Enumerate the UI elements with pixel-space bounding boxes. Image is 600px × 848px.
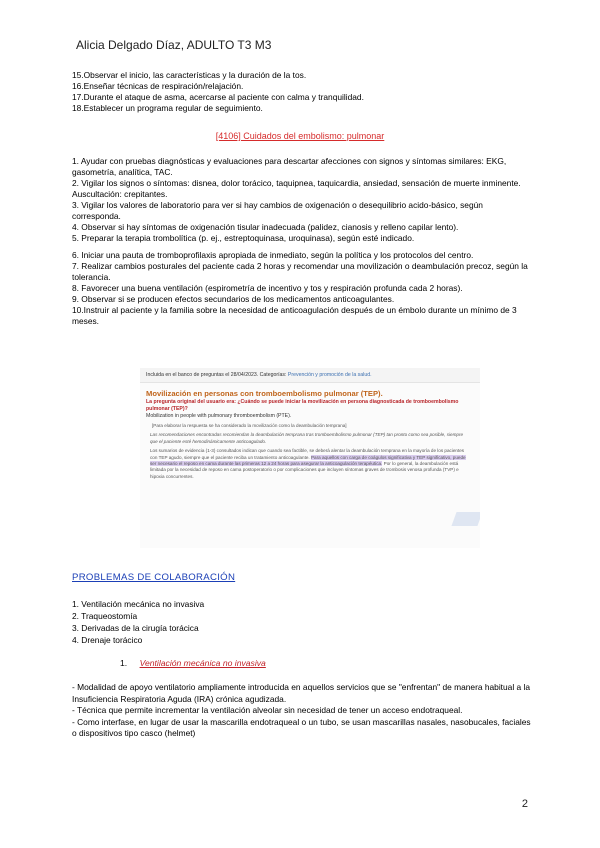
list-item: 18.Establecer un programa regular de seguimiento. xyxy=(72,103,263,113)
list-item: 8. Favorecer una buena ventilación (espirometría de incentivo y tos y respiración profunda cada 2 horas). xyxy=(72,283,463,293)
page-header: Alicia Delgado Díaz, ADULTO T3 M3 xyxy=(76,38,272,52)
list-item: - Técnica que permite incrementar la ventilación alveolar sin necesidad de tener un acceso endotraqueal. xyxy=(72,705,463,715)
list-item: 3. Derivadas de la cirugía torácica xyxy=(72,623,199,633)
embed-header-text: Incluida en el banco de preguntas el 28/04/2023. Categorías: xyxy=(146,372,287,378)
list-item: 1. Ayudar con pruebas diagnósticas y evaluaciones para descartar afecciones con signos y síntomas similares: EKG, gasometría, analítica, TAC. xyxy=(72,156,507,177)
embed-question: La pregunta original del usuario era: ¿Cuándo se puede iniciar la movilización en persona diagnosticada de tromboembolismo pulmonar (TEP)? xyxy=(146,399,459,412)
list-item: 4. Drenaje torácico xyxy=(72,635,143,645)
embed-evidence-start: Los sumarios de evidencia (1-3) consultados indican que cuando sea factible, se deberá alentar la deambulación temprana en la mayoría de los pacientes con TEP agudo, siempre que el paciente reciba un tratamiento anticoagulante. xyxy=(150,448,465,460)
intro-list xyxy=(72,70,532,114)
list-item: 10.Instruir al paciente y la familia sobre la necesidad de anticoagulación después de un émbolo durante un mínimo de 3 meses. xyxy=(72,305,517,326)
list-item: 2. Vigilar los signos o síntomas: disnea, dolor torácico, taquipnea, taquicardia, ansiedad, sensación de muerte inminente. Auscultación: crepitantes. xyxy=(72,178,521,199)
list-item: 3. Vigilar los valores de laboratorio para ver si hay cambios de oxigenación o desequilibrio acido-básico, según corresponda. xyxy=(72,200,483,221)
list-item: 4. Observar si hay síntomas de oxigenación tisular inadecuada (palidez, cianosis y relleno capilar lento). xyxy=(72,222,459,232)
list-item: 6. Iniciar una pauta de tromboprofilaxis apropiada de inmediato, según la política y los protocolos del centro. xyxy=(72,250,474,260)
subsection-number: 1. xyxy=(120,658,128,668)
list-item: 15.Observar el inicio, las características y la duración de la tos. xyxy=(72,70,307,80)
list-item: 5. Preparar la terapia trombolítica (p. ej., estreptoquinasa, uroquinasa), según esté indicado. xyxy=(72,233,415,243)
subsection-heading xyxy=(120,658,266,668)
list-item: - Como interfase, en lugar de usar la mascarilla endotraqueal o un tubo, se usan mascarillas nasales, nasobucales, faciales o dispositivos tipo casco (helmet) xyxy=(72,716,531,738)
embed-evidence-highlight: Para aquellos con carga de coágulos significativa y TEP significativo, puede ser necesario el reposo en cama durante las primeras 12 a 24 horas para asegurar la anticoagulación terapéutica. xyxy=(150,454,466,467)
list-item: 16.Enseñar técnicas de respiración/relajación. xyxy=(72,81,244,91)
collab-list xyxy=(72,598,204,646)
embed-evidence-end: Por lo general, la deambulación está limitada por la necesidad de reposo en cama postoperatorio o por complicaciones que incluyen síntomas graves de trombosis venosa profunda (TVP) e hipoxia concurrentes. xyxy=(150,461,459,479)
collab-title[interactable]: PROBLEMAS DE COLABORACIÓN xyxy=(72,572,236,583)
list-item: 1. Ventilación mecánica no invasiva xyxy=(72,599,205,609)
list-item: 9. Observar si se producen efectos secundarios de los medicamentos anticoagulantes. xyxy=(72,294,395,304)
embed-question-en: Mobilization in people with pulmonary thromboembolism (PTE). xyxy=(146,413,292,419)
embed-header xyxy=(140,368,480,383)
section-title-link[interactable]: [4106] Cuidados del embolismo: pulmonar xyxy=(215,131,385,141)
list-item: - Modalidad de apoyo ventilatorio ampliamente introducida en aquellos servicios que se "enfrentan" de manera habitual a la Insuficiencia Respiratoria Aguda (IRA) crónica agudizada. xyxy=(72,682,531,704)
embed-decoration xyxy=(451,512,480,526)
embed-note: [Para elaborar la respuesta se ha considerado la movilización como la deambulación temprana] xyxy=(152,423,347,428)
embed-title: Movilización en personas con tromboembolismo pulmonar (TEP). xyxy=(146,389,383,398)
page-number: 2 xyxy=(521,798,528,810)
embolism-list xyxy=(72,156,532,327)
embed-recommendation: Las recomendaciones encontradas recomiendan la deambulación temprana tras tromboembolismo pulmonar (TEP) tan pronto como sea posible, siempre que el paciente esté hemodinámicamente anticoagulado. xyxy=(150,432,464,444)
list-item: 17.Durante el ataque de asma, acercarse al paciente con calma y tranquilidad. xyxy=(72,92,364,102)
embed-category-tag: Prevención y promoción de la salud. xyxy=(287,372,372,378)
embed-evidence xyxy=(150,448,470,480)
list-item: 7. Realizar cambios posturales del paciente cada 2 horas y recomendar una movilización o deambulación precoz, según la tolerancia. xyxy=(72,261,528,282)
list-item: 2. Traqueostomía xyxy=(72,611,138,621)
details-list xyxy=(72,682,532,740)
embedded-screenshot xyxy=(140,368,480,548)
section-title xyxy=(0,131,600,141)
subsection-title-link[interactable]: Ventilación mecánica no invasiva xyxy=(139,658,266,668)
